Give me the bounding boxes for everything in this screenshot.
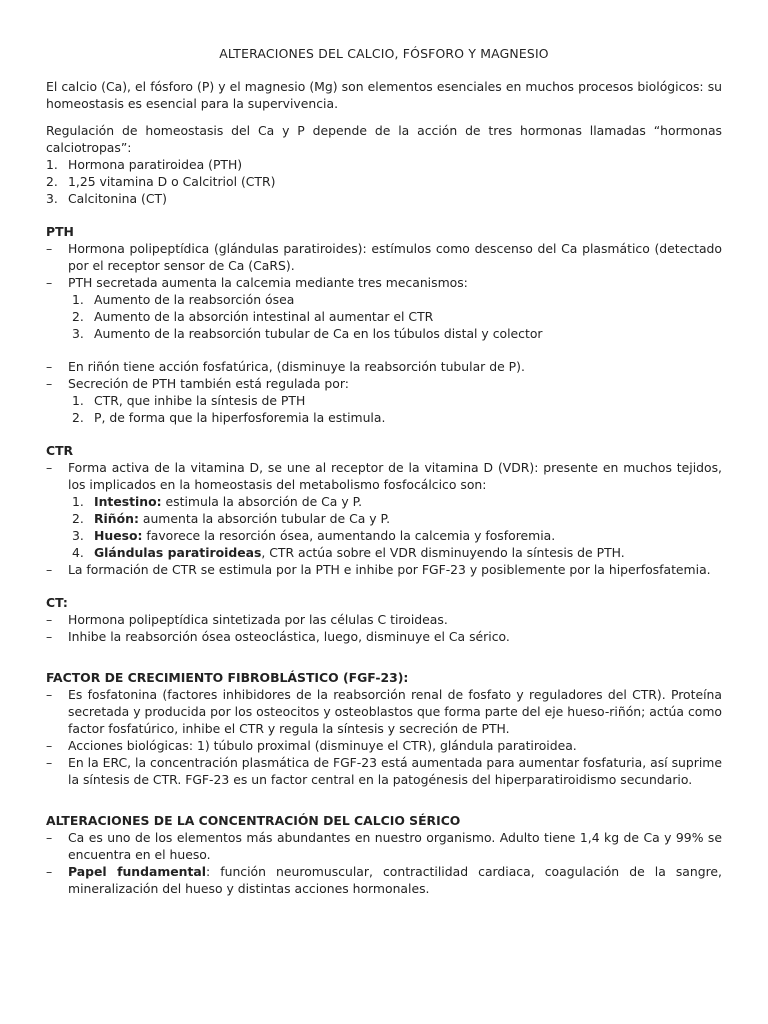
pth-regulator-item: 1. CTR, que inhibe la síntesis de PTH — [72, 393, 306, 408]
ct-bullet: – Hormona polipeptídica sintetizada por las células C tiroideas. — [46, 611, 722, 628]
pth-bullet: – En riñón tiene acción fosfatúrica, (disminuye la reabsorción tubular de P). — [46, 358, 722, 375]
pth-regulator-item: 2. P, de forma que la hiperfosforemia la estimula. — [72, 410, 386, 425]
document-content — [46, 45, 722, 897]
ctr-tissue-item: 2. Riñón: aumenta la absorción tubular de Ca y P. — [72, 511, 391, 526]
calcium-bullet: – Papel fundamental: función neuromuscular, contractilidad cardiaca, coagulación de la sangre, mineralización del hueso y distintas acciones hormonales. — [46, 863, 722, 897]
ctr-bullet: – Forma activa de la vitamina D, se une al receptor de la vitamina D (VDR): presente en muchos tejidos, los implicados en la homeostasis del metabolismo fosfocálcico son: — [46, 459, 722, 493]
hormone-item: 1. Hormona paratiroidea (PTH) — [46, 157, 243, 172]
ct-heading: CT: — [46, 595, 68, 610]
document-title: ALTERACIONES DEL CALCIO, FÓSFORO Y MAGNESIO — [219, 46, 549, 61]
calcium-bullet: – Ca es uno de los elementos más abundantes en nuestro organismo. Adulto tiene 1,4 kg de Ca y 99% se encuentra en el hueso. — [46, 829, 722, 863]
fgf-bullet: – Es fosfatonina (factores inhibidores de la reabsorción renal de fosfato y reguladores del CTR). Proteína secretada y producida por los osteocitos y osteoblastos que forma parte del eje hueso-riñón; actúa como factor fosfatúrico, inhibe el CTR y regula la síntesis y secreción de PTH. — [46, 686, 722, 737]
fgf-bullet: – En la ERC, la concentración plasmática de FGF-23 está aumentada para aumentar fosfaturia, así suprime la síntesis de CTR. FGF-23 es un factor central en la patogénesis del hiperparatiroidismo secundario. — [46, 754, 722, 788]
pth-mechanism-item: 1. Aumento de la reabsorción ósea — [72, 292, 295, 307]
intro-paragraph: El calcio (Ca), el fósforo (P) y el magnesio (Mg) son elementos esenciales en muchos procesos biológicos: su homeostasis es esencial para la supervivencia. — [46, 79, 722, 111]
hormone-item: 3. Calcitonina (CT) — [46, 191, 167, 206]
ctr-bullet: – La formación de CTR se estimula por la PTH e inhibe por FGF-23 y posiblemente por la hiperfosfatemia. — [46, 561, 722, 578]
ctr-tissue-item: 3. Hueso: favorece la resorción ósea, aumentando la calcemia y fosforemia. — [72, 528, 556, 543]
calcium-heading: ALTERACIONES DE LA CONCENTRACIÓN DEL CALCIO SÉRICO — [46, 813, 461, 828]
pth-bullet: – Secreción de PTH también está regulada por: — [46, 375, 722, 392]
pth-mechanism-item: 2. Aumento de la absorción intestinal al aumentar el CTR — [72, 309, 434, 324]
pth-heading: PTH — [46, 224, 74, 239]
hormone-item: 2. 1,25 vitamina D o Calcitriol (CTR) — [46, 174, 276, 189]
ctr-tissue-item: 4. Glándulas paratiroideas, CTR actúa sobre el VDR disminuyendo la síntesis de PTH. — [72, 545, 625, 560]
fgf-heading: FACTOR DE CRECIMIENTO FIBROBLÁSTICO (FGF-23): — [46, 670, 409, 685]
pth-bullet: – Hormona polipeptídica (glándulas paratiroides): estímulos como descenso del Ca plasmático (detectado por el receptor sensor de Ca (CaRS). — [46, 240, 722, 274]
ctr-heading: CTR — [46, 443, 74, 458]
pth-bullet: – PTH secretada aumenta la calcemia mediante tres mecanismos: — [46, 274, 722, 291]
fgf-bullet: – Acciones biológicas: 1) túbulo proximal (disminuye el CTR), glándula paratiroidea. — [46, 737, 722, 754]
ct-bullet: – Inhibe la reabsorción ósea osteoclástica, luego, disminuye el Ca sérico. — [46, 628, 722, 645]
ctr-tissue-item: 1. Intestino: estimula la absorción de Ca y P. — [72, 494, 363, 509]
pth-mechanism-item: 3. Aumento de la reabsorción tubular de Ca en los túbulos distal y colector — [72, 326, 543, 341]
regulation-paragraph: Regulación de homeostasis del Ca y P depende de la acción de tres hormonas llamadas “hormonas calciotropas”: — [46, 123, 722, 155]
